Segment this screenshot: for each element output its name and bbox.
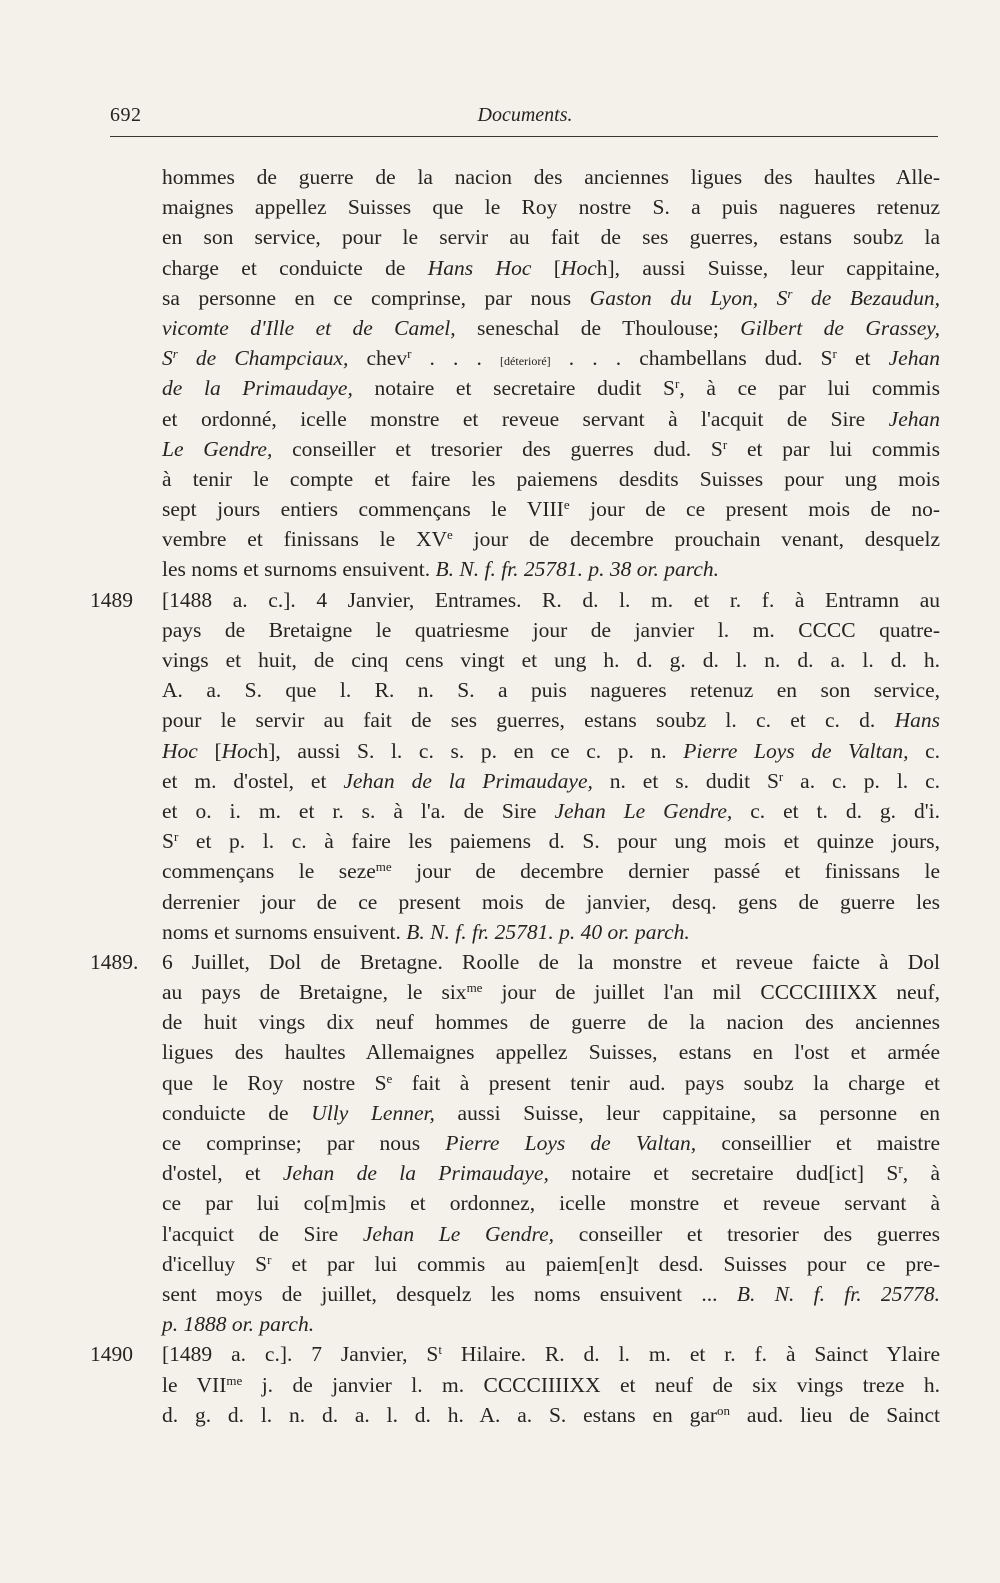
line-text: pays de Bretaigne le quatriesme jour de janvier l. m. CCCC quatre- [162, 617, 940, 642]
line-text: ligues des haultes Allemaignes appellez Suisses, estans en l'ost et armée [162, 1040, 940, 1065]
text-line [90, 1128, 940, 1158]
text-line [90, 1068, 940, 1098]
line-text: vings et huit, de cinq cens vingt et ung h. d. g. d. l. n. d. a. l. d. h. [162, 648, 940, 672]
text-line [90, 917, 940, 947]
entry-year: 1489 [90, 587, 133, 612]
text-line [90, 1339, 940, 1369]
text-line [90, 1370, 940, 1400]
text-line [90, 1400, 940, 1430]
text-line [90, 464, 940, 494]
line-text: sept jours entiers commençans le VIIIe jour de ce present mois de no- [162, 496, 940, 522]
line-text: au pays de Bretaigne, le six$^{me}$ jour de juillet l'an mil CCCCIIIIXX neuf, [162, 979, 940, 1005]
text-line [90, 1219, 940, 1249]
line-text: vicomte d'Ille et de Camel, seneschal de Thoulouse; Gilbert de Grassey, [162, 315, 941, 340]
line-text: le $VII^{me}$ j. de janvier l. m. CCCCIIIIXX et neuf de six vings treze h. [162, 1372, 940, 1397]
line-text: ce par lui co[m]mis et ordonnez, icelle monstre et reveue servant à [162, 1191, 940, 1216]
text-line [90, 705, 940, 735]
text-line [90, 736, 940, 766]
text-line [90, 1007, 940, 1037]
text-line [90, 222, 940, 252]
text-line [90, 404, 940, 434]
text-line [90, 645, 940, 675]
text-line [90, 1158, 940, 1188]
text-line [90, 524, 940, 554]
line-text: A. a. S. que l. R. n. S. a puis nagueres retenuz en son service, [162, 678, 940, 703]
text-line [90, 615, 940, 645]
line-text: [1489 a. c.]. 7 Janvier, $S^t$ Hilaire. R. d. l. m. et r. f. à Sainct Ylaire [162, 1342, 940, 1367]
text-line [90, 1188, 940, 1218]
text-line [90, 554, 940, 584]
line-text: d. g. d. l. n. d. a. l. d. h. A. a. S. estans en gar$^{on}$ aud. lieu de Sainct [162, 1402, 940, 1427]
text-line [90, 1309, 940, 1339]
header-rule [110, 136, 938, 137]
line-text: Le Gendre, conseiller et tresorier des guerres dud. $S^r$ et par lui commis [162, 436, 941, 461]
line-text: noms et surnoms ensuivent. B. N. f. fr. 25781. p. 40 or. parch. [162, 919, 690, 944]
line-text: de la Primaudaye, notaire et secretaire dudit $S^r$, à ce par lui commis [162, 376, 941, 401]
line-text: $S^r$ de Champciaux, chev$^r$ . . . [déterioré] . . . chambellans dud. $S^r$ et Jehan [162, 345, 940, 371]
text-line [90, 343, 940, 373]
line-text: de huit vings dix neuf hommes de guerre de la nacion des anciennes [162, 1010, 940, 1035]
line-text: en son service, pour le servir au fait de ses guerres, estans soubz la [162, 225, 940, 250]
line-text: conduicte de Ully Lenner, aussi Suisse, leur cappitaine, sa personne en [162, 1100, 940, 1125]
line-text: ce comprinse; par nous Pierre Loys de Valtan, conseillier et maistre [162, 1131, 940, 1155]
entry-year: 1489. [90, 949, 139, 974]
line-text: hommes de guerre de la nacion des anciennes ligues des haultes Alle- [162, 165, 940, 189]
line-text: vembre et finissans le XVe jour de decembre prouchain venant, desquelz [162, 527, 940, 552]
line-text: les noms et surnoms ensuivent. B. N. f. fr. 25781. p. 38 or. parch. [162, 557, 720, 582]
body-text [90, 162, 940, 1430]
text-line [90, 856, 940, 886]
line-text: d'icelluy $S^r$ et par lui commis au paiem[en]t desd. Suisses pour ce pre- [162, 1251, 940, 1276]
entry-year: 1490 [90, 1342, 133, 1367]
line-text: sa personne en ce comprinse, par nous Gaston du Lyon, $S^r$ de Bezaudun, [162, 285, 941, 310]
line-text: et o. i. m. et r. s. à l'a. de Sire Jehan Le Gendre, c. et t. d. g. d'i. [162, 798, 940, 823]
line-text: Hoc [Hoch], aussi S. l. c. s. p. en ce c. p. n. Pierre Loys de Valtan, c. [162, 738, 941, 763]
text-line [90, 1249, 940, 1279]
text-line [90, 887, 940, 917]
line-text: [1488 a. c.]. 4 Janvier, Entrames. R. d. l. m. et r. f. à Entramn au [162, 587, 940, 612]
line-text: que le Roy nostre $S^e$ fait à present tenir aud. pays soubz la charge et [162, 1070, 940, 1095]
line-text: à tenir le compte et faire les paiemens desdits Suisses pour ung mois [162, 466, 940, 491]
line-text: $S^r$ et p. l. c. à faire les paiemens d. S. pour ung mois et quinze jours, [162, 828, 940, 854]
page-header [110, 98, 940, 138]
line-text: maignes appellez Suisses que le Roy nostre S. a puis nagueres retenuz [162, 195, 940, 220]
line-text: l'acquict de Sire Jehan Le Gendre, conseiller et tresorier des guerres [162, 1221, 940, 1246]
line-text: pour le servir au fait de ses guerres, estans soubz l. c. et c. d. Hans [162, 708, 940, 733]
text-line [90, 373, 940, 403]
text-line [90, 1037, 940, 1067]
line-text: p. 1888 or. parch. [162, 1312, 315, 1337]
text-line [90, 585, 940, 615]
page-number: 692 [110, 104, 142, 126]
text-line [90, 766, 940, 796]
line-text: sent moys de juillet, desquelz les noms ensuivent ... B. N. f. fr. 25778. [162, 1281, 940, 1306]
text-line [90, 947, 940, 977]
line-text: commençans le seze$^{me}$ jour de decembre dernier passé et finissans le [162, 859, 940, 884]
text-line [90, 494, 940, 524]
text-line [90, 253, 940, 283]
line-text: derrenier jour de ce present mois de janvier, desq. gens de guerre les [162, 889, 940, 914]
text-line [90, 192, 940, 222]
text-line [90, 283, 940, 313]
text-line [90, 675, 940, 705]
text-line [90, 977, 940, 1007]
line-text: et m. d'ostel, et Jehan de la Primaudaye, n. et s. dudit $S^r$ a. c. p. l. c. [162, 768, 940, 793]
text-line [90, 434, 940, 464]
line-text: d'ostel, et Jehan de la Primaudaye, notaire et secretaire dud[ict] $S^r$, à [162, 1161, 941, 1186]
text-line [90, 796, 940, 826]
text-line [90, 1098, 940, 1128]
text-line [90, 313, 940, 343]
text-line [90, 1279, 940, 1309]
line-text: 6 Juillet, Dol de Bretagne. Roolle de la monstre et reveue faicte à Dol [162, 949, 940, 974]
line-text: et ordonné, icelle monstre et reveue servant à l'acquit de Sire Jehan [162, 406, 940, 431]
running-title: Documents. [477, 104, 573, 126]
text-line [90, 826, 940, 856]
text-line [90, 162, 940, 192]
line-text: charge et conduicte de Hans Hoc [Hoch], aussi Suisse, leur cappitaine, [162, 255, 940, 280]
